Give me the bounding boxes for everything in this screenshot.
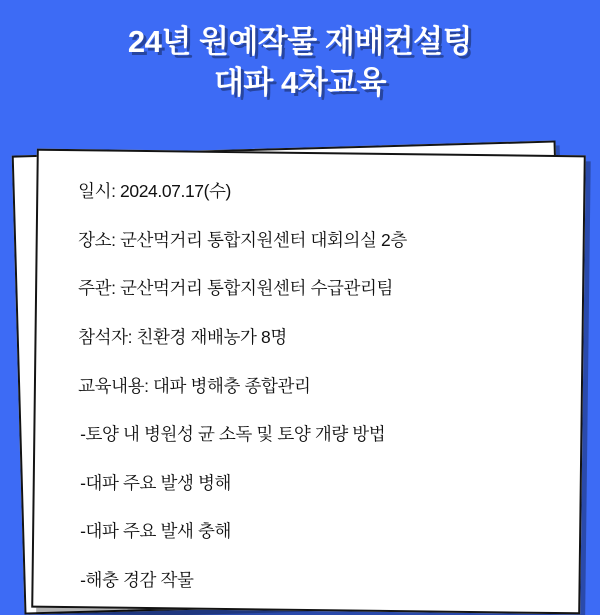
document-body [36,154,581,593]
page-title [0,22,600,104]
page-title-line-1: 24년 원예작물 재배컨설팅 [127,24,473,59]
document-line: 참석자: 친환경 재배농가 8명 [78,326,287,347]
document-line: -대파 주요 발생 병해 [80,472,231,493]
document-line: -토양 내 병원성 균 소독 및 토양 개량 방법 [80,424,386,445]
paper-stack [14,140,586,610]
document-line: -해충 경감 작물 [80,570,194,591]
document-line: 장소: 군산먹거리 통합지원센터 대회의실 2층 [78,229,407,250]
document-line: 주관: 군산먹거리 통합지원센터 수급관리팀 [78,278,394,299]
document-line: -대파 주요 발새 충해 [80,521,231,542]
paper-sheet-front [31,149,586,615]
page-title-line-2: 대파 4차교육 [213,64,387,100]
document-line: 교육내용: 대파 병해충 종합관리 [78,375,311,396]
document-line: 일시: 2024.07.17(수) [78,181,231,202]
